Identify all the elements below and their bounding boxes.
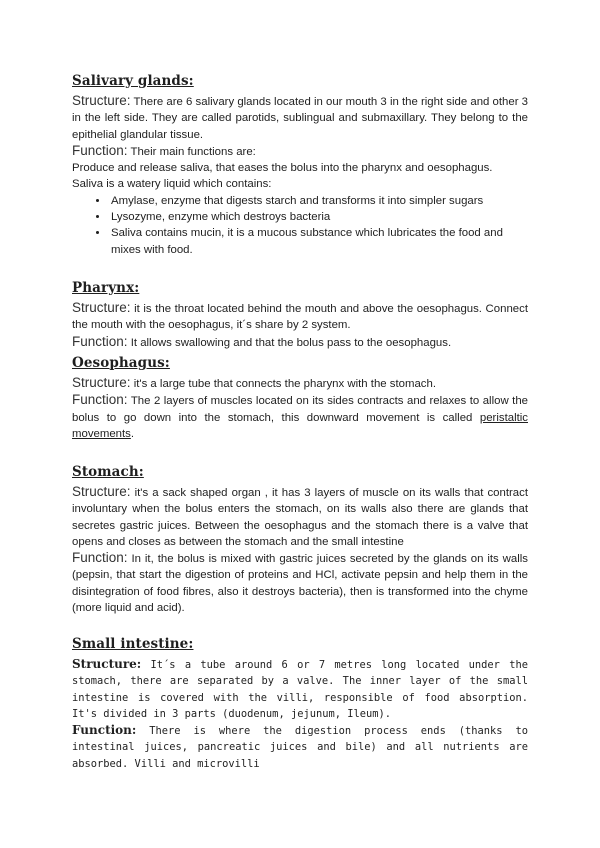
section-title: Small intestine: [72, 636, 194, 652]
section-stomach [72, 464, 528, 616]
structure-text: it's a sack shaped organ , it has 3 layers of muscle on its walls that contract involuntary when the bolus enters the stomach, on its walls also there are glands that secretes gastric juices. Between the oesophagus and the stomach there is a valve that opens and closes as between the stomach and the small intestine [72, 487, 528, 548]
function-line-3: Saliva is a watery liquid which contains: [72, 178, 272, 191]
list-item: • Saliva contains mucin, it is a mucous substance which lubricates the food and mixes with food. [109, 225, 528, 258]
contents-list [72, 193, 528, 258]
peristaltic-movements-link[interactable]: peristaltic movements [72, 411, 528, 440]
structure-paragraph [72, 375, 528, 392]
section-title: Stomach: [72, 464, 144, 480]
function-paragraph [72, 550, 528, 616]
function-label: Function: [72, 392, 128, 408]
function-text: The 2 layers of muscles located on its sides contracts and relaxes to allow the bolus to go down into the stomach, this downward movement is called [72, 395, 528, 424]
function-paragraph [72, 143, 528, 160]
section-title: Salivary glands: [72, 73, 194, 89]
structure-text: it's a large tube that connects the pharynx with the stomach. [130, 378, 436, 390]
function-text: There is where the digestion process ends (thanks to intestinal juices, pancreatic juices and bile) and all nutrients are absorbed. Villi and microvilli [72, 725, 528, 770]
structure-text: it is the throat located behind the mouth and above the oesophagus. Connect the mouth with the oesophagus, it´s share by 2 system. [72, 303, 528, 332]
list-item: • Amylase, enzyme that digests starch and transforms it into simpler sugars [109, 193, 528, 209]
function-text: In it, the bolus is mixed with gastric juices secreted by the glands on its walls (pepsin, that start the digestion of proteins and HCl, activate pepsin and help them in the disintegration of food fibres, also it destroys bacteria), then is transformed into the chyme (more liquid and acid). [72, 553, 528, 615]
section-oesophagus [72, 355, 528, 442]
structure-paragraph [72, 300, 528, 334]
function-paragraph [72, 334, 528, 351]
function-paragraph [72, 722, 528, 772]
function-line-2: Produce and release saliva, that eases the bolus into the pharynx and oesophagus. [72, 162, 493, 175]
function-label: Function: [72, 142, 128, 158]
structure-paragraph [72, 484, 528, 550]
section-small-intestine [72, 636, 528, 772]
structure-paragraph [72, 93, 528, 143]
function-end: . [130, 427, 135, 440]
structure-label: Structure: [72, 657, 142, 671]
function-label: Function: [72, 333, 128, 349]
function-text: It allows swallowing and that the bolus pass to the oesophagus. [127, 336, 452, 349]
structure-text: There are 6 salivary glands located in our mouth 3 in the right side and other 3 in the left side. They are called parotids, sublingual and submaxillary. They belong to the epithelial glandular tissue. [72, 96, 528, 141]
list-item: • Lysozyme, enzyme which destroys bacteria [109, 209, 528, 225]
structure-label: Structure: [72, 375, 131, 390]
structure-label: Structure: [72, 93, 131, 108]
function-label: Function: [72, 550, 128, 566]
function-text: Their main functions are: [127, 145, 256, 158]
structure-label: Structure: [72, 484, 131, 499]
section-salivary-glands [72, 73, 528, 258]
structure-label: Structure: [72, 300, 131, 315]
section-title: Pharynx: [72, 280, 140, 296]
section-pharynx [72, 280, 528, 351]
structure-paragraph [72, 656, 528, 722]
structure-text: It´s a tube around 6 or 7 metres long located under the stomach, there are separated by a valve. The inner layer of the small intestine is covered with the villi, responsible of food absorption. It's divided in 3 parts (duodenum, jejunum, Ileum). [72, 659, 528, 720]
section-title: Oesophagus: [72, 355, 170, 371]
function-paragraph [72, 392, 528, 442]
function-label: Function: [72, 723, 137, 738]
